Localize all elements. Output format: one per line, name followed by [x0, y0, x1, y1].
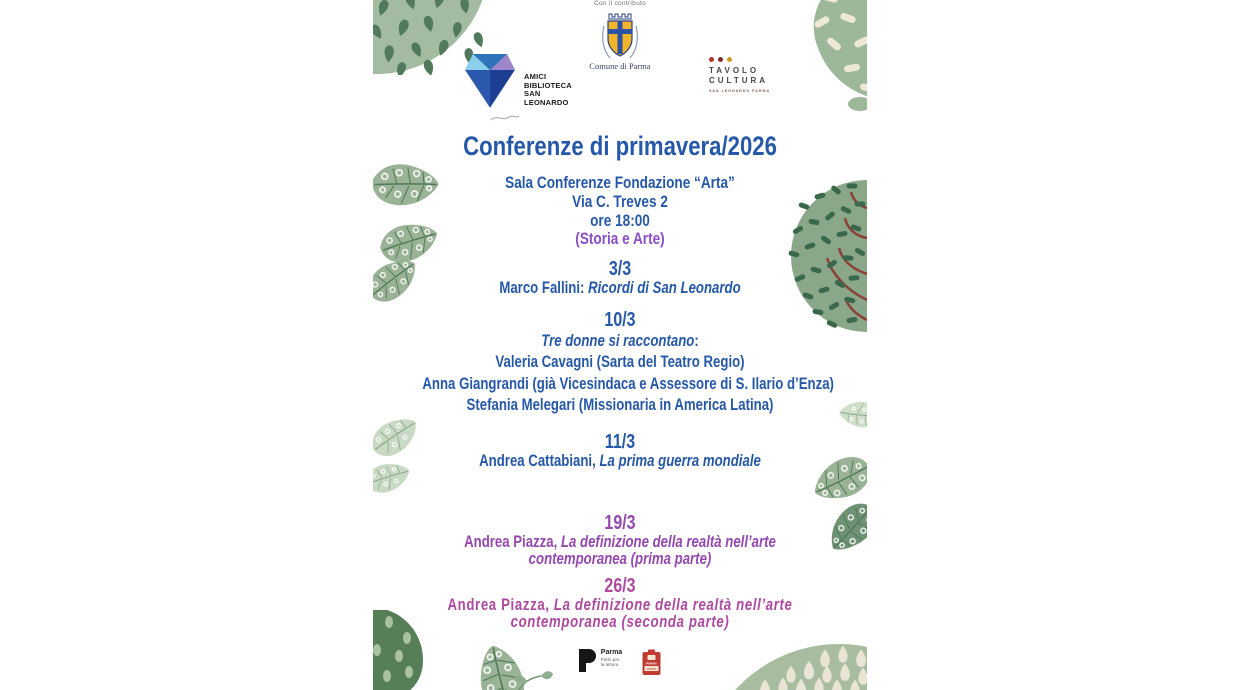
- event-text: Valeria Cavagni (Sarta del Teatro Regio): [495, 353, 745, 371]
- event-line: [422, 453, 817, 471]
- tavolo-subtitle: SAN LEONARDO PARMA: [709, 89, 771, 93]
- parma-logo-sub-1: Patto per: [600, 657, 620, 662]
- conference-poster: [373, 0, 867, 690]
- venue-block: [422, 173, 817, 230]
- parma-patto-lettura-logo: [579, 649, 622, 675]
- venue-line-2: Via C. Treves 2: [572, 192, 668, 211]
- comune-di-parma-crest-icon: [600, 10, 640, 60]
- tavolo-cultura-dots-icon: [709, 57, 797, 62]
- event-date: 11/3: [604, 430, 636, 453]
- contribution-note: Con il contributo: [593, 0, 647, 7]
- citta-che-legge-stamp-icon: [642, 649, 661, 676]
- event-text: Andrea Piazza,: [464, 533, 561, 551]
- event-text: Marco Fallini:: [499, 279, 589, 297]
- event-title-italic: Ricordi di San Leonardo: [588, 279, 741, 297]
- event-title-italic: Tre donne si raccontano: [541, 331, 695, 350]
- signature-squiggle-icon: [489, 112, 521, 124]
- amici-line-4: LEONARDO: [524, 97, 569, 107]
- parma-logo-name: Parma: [600, 649, 623, 656]
- amici-line-3: SAN: [524, 89, 541, 99]
- event-title-italic: La prima guerra mondiale: [599, 451, 761, 470]
- event-line: [422, 280, 817, 298]
- event-line: [422, 534, 817, 551]
- event-line: [422, 614, 817, 631]
- stamp-text-1: PARMA: [646, 661, 658, 666]
- theme-label: (Storia e Arte): [575, 229, 665, 248]
- parma-logo-sub-2: la lettura: [600, 662, 619, 668]
- event-10-3: [422, 308, 834, 417]
- event-date: 26/3: [604, 575, 636, 597]
- event-text: Stefania Melegari (Missionaria in America Latina): [466, 396, 774, 414]
- amici-line-1: AMICI: [524, 72, 547, 81]
- event-text: Andrea Cattabiani,: [479, 451, 600, 470]
- event-text: :: [694, 331, 699, 350]
- event-3-3: [422, 258, 817, 298]
- venue-line-1: Sala Conferenze Fondazione “Arta”: [505, 173, 735, 192]
- tavolo-line-1: TAVOLO: [709, 66, 760, 75]
- event-text: Anna Giangrandi (già Vicesindaca e Assessore di S. Ilario d’Enza): [422, 374, 834, 393]
- footer-logos: [373, 649, 867, 676]
- amici-biblioteca-logo-text: [524, 73, 572, 107]
- amici-line-2: BIBLIOTECA: [524, 80, 572, 90]
- event-26-3: [422, 575, 817, 630]
- event-line: [422, 597, 817, 614]
- tavolo-line-2: CULTURA: [709, 76, 769, 85]
- event-19-3: [422, 512, 817, 567]
- event-title-italic: contemporanea (seconda parte): [510, 612, 730, 631]
- stamp-text-2: CITTÀ: [647, 666, 657, 671]
- event-date: 19/3: [604, 512, 636, 534]
- event-title-italic: contemporanea (prima parte): [528, 549, 712, 568]
- event-date: 3/3: [608, 258, 632, 280]
- amici-biblioteca-diamond-icon: [459, 46, 521, 112]
- event-title-italic: La definizione della realtà nell’arte: [560, 533, 776, 551]
- event-line: [422, 395, 817, 417]
- events-list: [373, 258, 867, 630]
- poster-title: Conferenze di primavera/2026: [463, 131, 777, 161]
- parma-p-icon: [579, 649, 596, 675]
- event-line: [422, 551, 817, 568]
- event-line: [422, 331, 817, 353]
- event-text: Andrea Piazza,: [447, 596, 554, 614]
- event-date: 10/3: [604, 308, 636, 331]
- venue-line-3: ore 18:00: [590, 211, 650, 230]
- event-11-3: [422, 431, 817, 471]
- event-line: [422, 374, 834, 396]
- comune-di-parma-caption: Comune di Parma: [589, 61, 651, 71]
- tavolo-cultura-logo: [709, 57, 797, 93]
- event-line: [422, 352, 817, 374]
- event-title-italic: La definizione della realtà nell’arte: [553, 596, 793, 614]
